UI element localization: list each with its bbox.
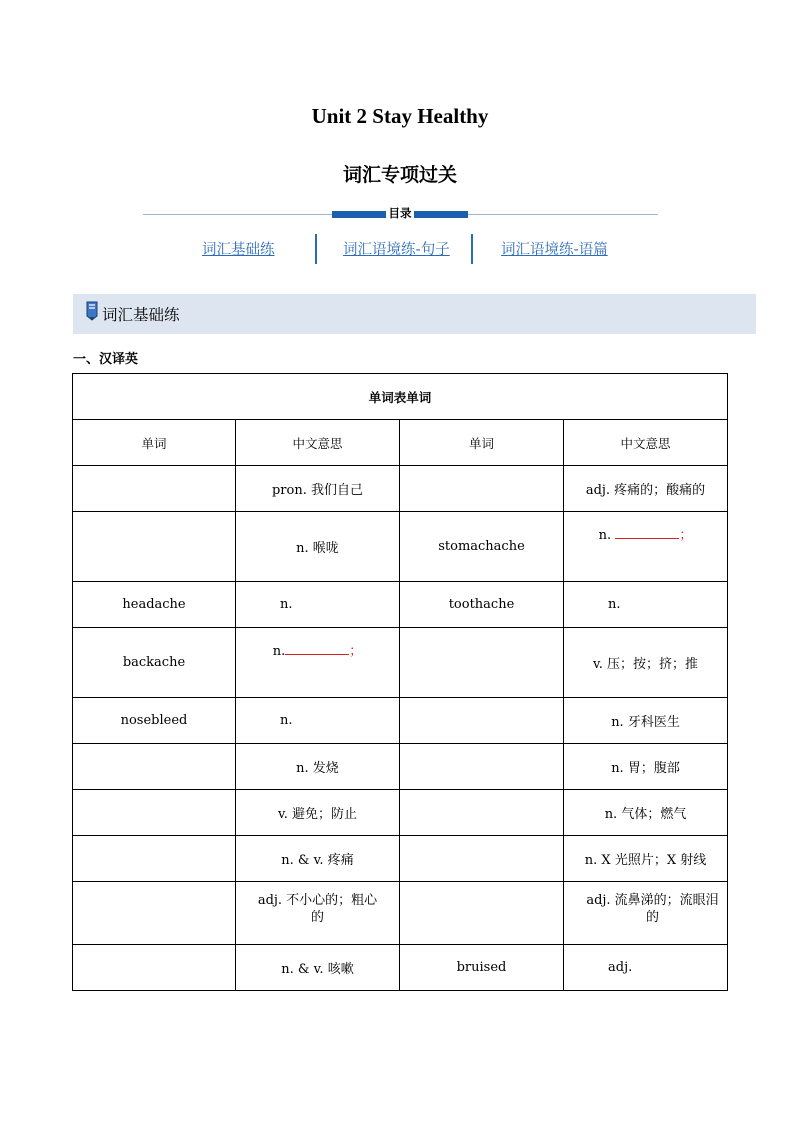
toc-bar-right [411, 211, 468, 218]
meaning-cell[interactable]: adj. [564, 945, 728, 991]
meaning-blank-cell[interactable] [564, 512, 728, 582]
toc-link-passage[interactable]: 词汇语境练-语篇 [501, 242, 608, 258]
document-subtitle: 词汇专项过关 [342, 164, 457, 186]
meaning-cell: n. 胃；腹部 [564, 744, 728, 790]
word-cell: stomachache [400, 512, 564, 582]
word-cell[interactable] [73, 882, 236, 945]
word-cell[interactable] [400, 836, 564, 882]
table-row [73, 744, 728, 790]
meaning-cell: adj. 不小心的；粗心的 [236, 882, 400, 945]
table-caption: 单词表单词 [73, 374, 728, 420]
meaning-cell: pron. 我们自己 [236, 466, 400, 512]
word-cell[interactable] [400, 466, 564, 512]
vocab-table [72, 373, 728, 991]
table-row [73, 945, 728, 991]
meaning-cell: n. 气体；燃气 [564, 790, 728, 836]
meaning-cell: n. & v. 咳嗽 [236, 945, 400, 991]
table-row [73, 582, 728, 628]
word-cell[interactable] [400, 698, 564, 744]
meaning-cell: v. 避免；防止 [236, 790, 400, 836]
meaning-cell: n. X 光照片；X 射线 [564, 836, 728, 882]
blank-suffix: ； [349, 644, 363, 659]
word-cell: bruised [400, 945, 564, 991]
column-header: 单词 [73, 420, 236, 466]
word-cell: nosebleed [73, 698, 236, 744]
word-cell[interactable] [73, 744, 236, 790]
column-header: 单词 [400, 420, 564, 466]
word-cell[interactable] [73, 790, 236, 836]
word-cell[interactable] [400, 882, 564, 945]
meaning-cell[interactable]: n. [236, 698, 400, 744]
word-cell[interactable] [73, 836, 236, 882]
word-cell: headache [73, 582, 236, 628]
blank-suffix: ； [679, 528, 693, 543]
toc-label: 目录 [386, 205, 414, 221]
column-header: 中文意思 [564, 420, 728, 466]
word-cell[interactable] [400, 790, 564, 836]
word-cell: toothache [400, 582, 564, 628]
toc-link-sentence[interactable]: 词汇语境练-句子 [343, 242, 450, 258]
table-row [73, 512, 728, 582]
toc-separator [315, 234, 317, 264]
toc-separator [471, 234, 473, 264]
table-row [73, 836, 728, 882]
table-row [73, 466, 728, 512]
meaning-cell: n. 发烧 [236, 744, 400, 790]
word-cell[interactable] [400, 744, 564, 790]
document-title: Unit 2 Stay Healthy [311, 104, 489, 128]
part-heading: 一、汉译英 [73, 352, 139, 367]
section-title: 词汇基础练 [102, 306, 180, 324]
meaning-cell: n. & v. 疼痛 [236, 836, 400, 882]
meaning-cell[interactable]: n. [236, 582, 400, 628]
section-banner [73, 294, 756, 334]
word-cell[interactable] [73, 466, 236, 512]
pos-label: n. [598, 528, 612, 543]
meaning-cell: adj. 流鼻涕的；流眼泪的 [564, 882, 728, 945]
meaning-cell: n. 牙科医生 [564, 698, 728, 744]
table-row [73, 790, 728, 836]
word-cell: backache [73, 628, 236, 698]
pencil-icon [83, 300, 101, 322]
word-cell[interactable] [73, 945, 236, 991]
column-header: 中文意思 [236, 420, 400, 466]
answer-blank[interactable] [285, 644, 349, 655]
word-cell[interactable] [400, 628, 564, 698]
table-row [73, 628, 728, 698]
meaning-cell[interactable]: n. [564, 582, 728, 628]
table-row [73, 698, 728, 744]
meaning-blank-cell[interactable] [236, 628, 400, 698]
pos-label: n. [272, 644, 286, 659]
meaning-cell: v. 压；按；挤；推 [564, 628, 728, 698]
word-cell[interactable] [73, 512, 236, 582]
toc-link-basic[interactable]: 词汇基础练 [202, 242, 275, 258]
meaning-cell: adj. 疼痛的；酸痛的 [564, 466, 728, 512]
table-row [73, 882, 728, 945]
meaning-cell: n. 喉咙 [236, 512, 400, 582]
answer-blank[interactable] [615, 528, 679, 539]
